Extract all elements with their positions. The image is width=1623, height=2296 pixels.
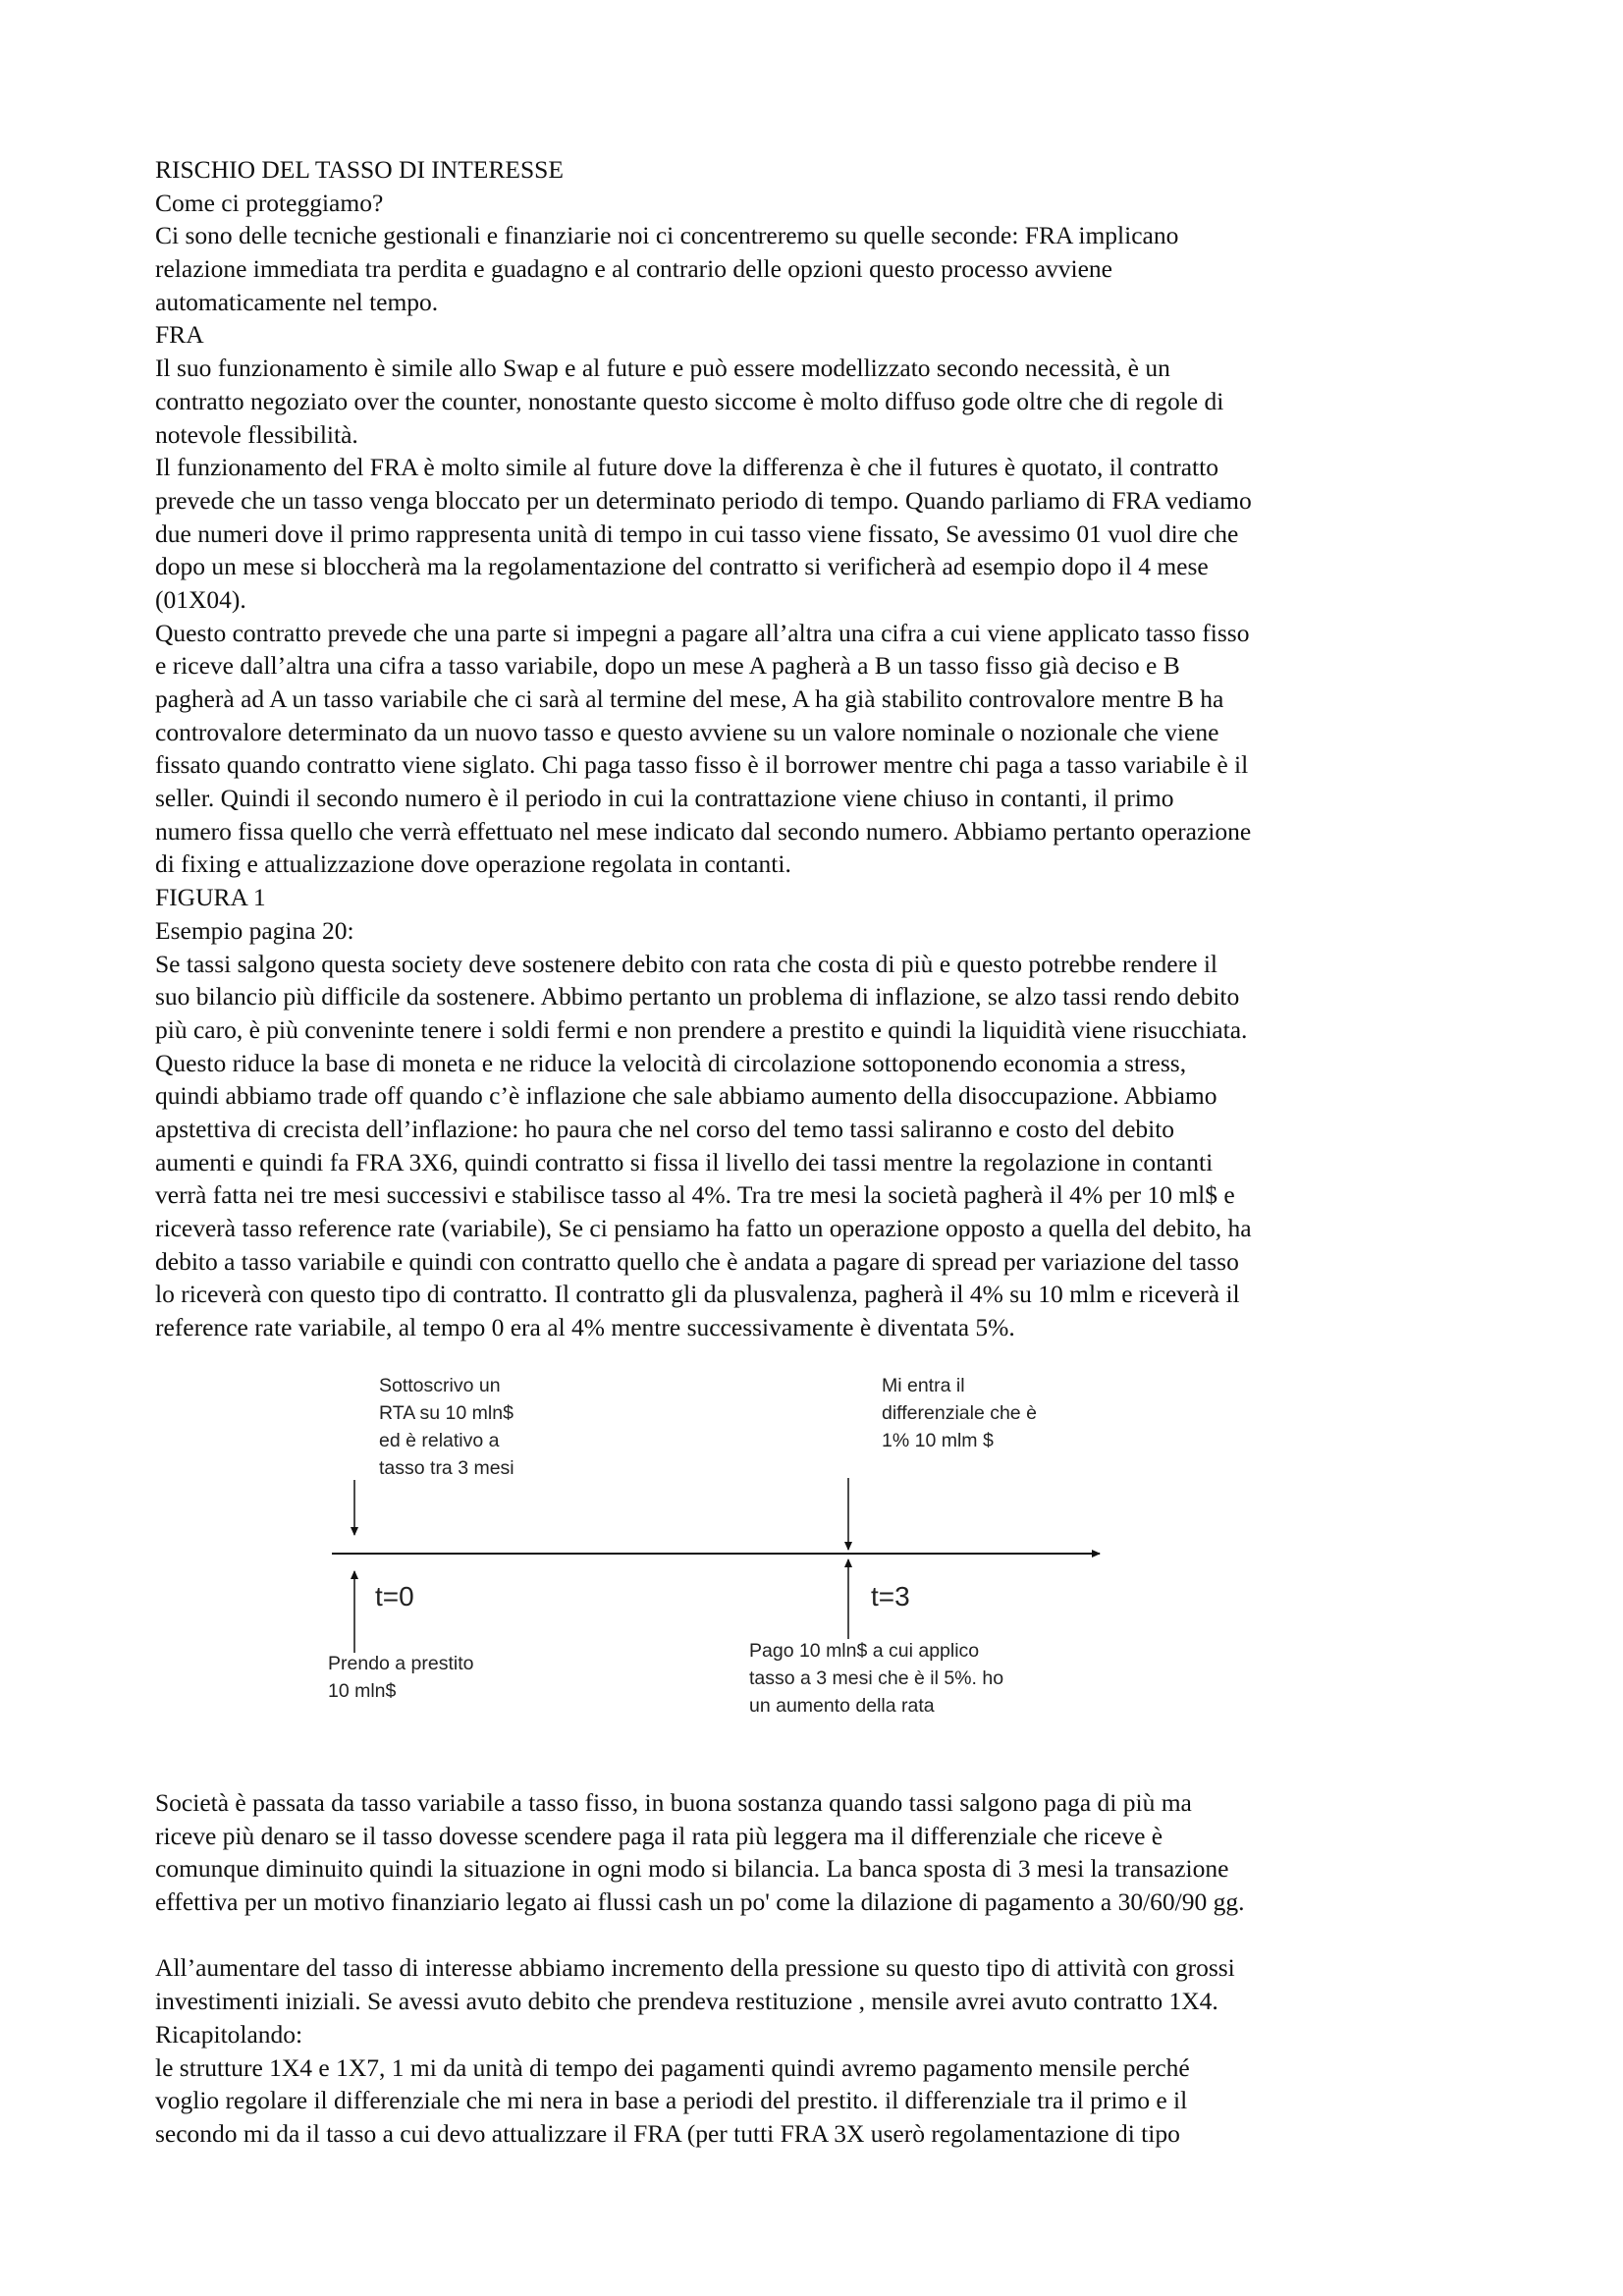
text-line: verrà fatta nei tre mesi successivi e stabilisce tasso al 4%. Tra tre mesi la società pagherà il 4% per 10 ml$ e [155,1180,1235,1210]
note-line: Mi entra il [882,1375,965,1396]
text-line: Società è passata da tasso variabile a tasso fisso, in buona sostanza quando tassi salgono paga di più ma [155,1788,1192,1817]
label-t0: t=0 [375,1581,414,1612]
note-line: Pago 10 mln$ a cui applico [749,1640,980,1662]
text-line: Questo riduce la base di moneta e ne riduce la velocità di circolazione sottoponendo economia a stress, [155,1048,1187,1077]
text-line: voglio regolare il differenziale che mi nera in base a periodi del prestito. il differenziale tra il primo e il [155,2086,1188,2115]
text-line: contratto negoziato over the counter, nonostante questo siccome è molto diffuso gode oltre che di regole di [155,386,1224,415]
note-top-left [379,1372,514,1482]
note-line: differenziale che è [882,1402,1037,1424]
text-line: riceve più denaro se il tasso dovesse scendere paga il rata più leggera ma il differenziale che riceve è [155,1821,1163,1850]
note-line: un aumento della rata [749,1695,935,1717]
text-line: RISCHIO DEL TASSO DI INTERESSE [155,155,564,184]
text-line: Come ci proteggiamo? [155,188,384,217]
document-text-bottom [155,1786,1245,2151]
text-line [155,1919,1245,1952]
text-line: aumenti e quindi fa FRA 3X6, quindi contratto si fissa il livello dei tassi mentre la regolazione in contanti [155,1147,1214,1176]
text-line: e riceve dall’altra una cifra a tasso variabile, dopo un mese A pagherà a B un tasso fisso già deciso e B [155,651,1180,681]
text-line: fissato quando contratto viene siglato. Chi paga tasso fisso è il borrower mentre chi paga a tasso variabile è il [155,750,1249,780]
note-line: 1% 10 mlm $ [882,1430,994,1451]
text-line: FIGURA 1 [155,883,266,912]
text-line: Ci sono delle tecniche gestionali e finanziarie noi ci concentreremo su quelle seconde: FRA implicano [155,221,1179,250]
note-line: 10 mln$ [328,1680,397,1702]
note-line: Sottoscrivo un [379,1375,501,1396]
text-line: controvalore determinato da un nuovo tasso e questo avviene su un valore nominale o nozionale che viene [155,717,1219,746]
text-line: prevede che un tasso venga bloccato per un determinato periodo di tempo. Quando parliamo di FRA vediamo [155,485,1252,515]
text-line: Questo contratto prevede che una parte si impegni a pagare all’altra una cifra a cui viene applicato tasso fisso [155,618,1250,647]
text-line: quindi abbiamo trade off quando c’è inflazione che sale abbiamo aumento della disoccupazione. Abbiamo [155,1081,1217,1111]
text-line: effettiva per un motivo finanziario legato ai flussi cash un po' come la dilazione di pagamento a 30/60/90 gg. [155,1887,1245,1917]
note-bottom-left [328,1650,474,1705]
text-line: All’aumentare del tasso di interesse abbiamo incremento della pressione su questo tipo di attività con grossi [155,1953,1235,1983]
note-line: Prendo a prestito [328,1653,474,1674]
text-line: dopo un mese si bloccherà ma la regolamentazione del contratto si verificherà ad esempio dopo il 4 mese [155,552,1209,581]
text-line: suo bilancio più difficile da sostenere. Abbimo pertanto un problema di inflazione, se alzo tassi rendo debito [155,982,1240,1011]
text-line: Il funzionamento del FRA è molto simile al future dove la differenza è che il futures è quotato, il contratto [155,453,1218,482]
text-line: due numeri dove il primo rappresenta unità di tempo in cui tasso viene fissato, Se avessimo 01 vuol dire che [155,519,1239,548]
note-bottom-right [749,1637,1003,1720]
text-line: Il suo funzionamento è simile allo Swap e al future e può essere modellizzato secondo necessità, è un [155,354,1170,383]
text-line: di fixing e attualizzazione dove operazione regolata in contanti. [155,849,791,879]
text-line: più caro, è più conveninte tenere i soldi fermi e non prendere a prestito e quindi la liquidità viene risucchiata. [155,1014,1248,1044]
text-line: lo riceverà con questo tipo di contratto. Il contratto gli da plusvalenza, pagherà il 4% su 10 mlm e riceverà il [155,1280,1240,1309]
text-line: Se tassi salgono questa society deve sostenere debito con rata che costa di più e questo potrebbe rendere il [155,949,1217,978]
text-line: comunque diminuito quindi la situazione in ogni modo si bilancia. La banca sposta di 3 mesi la transazione [155,1854,1229,1884]
text-line: Ricapitolando: [155,2019,303,2049]
text-line: secondo mi da il tasso a cui devo attualizzare il FRA (per tutti FRA 3X userò regolamentazione di tipo [155,2118,1180,2148]
text-line: automaticamente nel tempo. [155,287,439,316]
text-line: (01X04). [155,584,246,614]
text-line: apstettiva di crecista dell’inflazione: ho paura che nel corso del temo tassi saliranno e costo del debito [155,1114,1175,1143]
text-line: relazione immediata tra perdita e guadagno e al contrario delle opzioni questo processo avviene [155,254,1112,284]
text-line: numero fissa quello che verrà effettuato nel mese indicato dal secondo numero. Abbiamo pertanto operazione [155,816,1252,846]
text-line: le strutture 1X4 e 1X7, 1 mi da unità di tempo dei pagamenti quindi avremo pagamento mensile perché [155,2052,1190,2082]
text-line: investimenti iniziali. Se avessi avuto debito che prendeva restituzione , mensile avrei avuto contratto 1X4. [155,1987,1218,2016]
note-line: tasso tra 3 mesi [379,1457,514,1479]
note-line: tasso a 3 mesi che è il 5%. ho [749,1667,1004,1689]
text-line: pagherà ad A un tasso variabile che ci sarà al termine del mese, A ha già stabilito controvalore mentre B ha [155,684,1224,713]
text-line: Esempio pagina 20: [155,915,354,945]
text-line: seller. Quindi il secondo numero è il periodo in cui la contrattazione viene chiuso in contanti, il primo [155,784,1174,813]
text-line: notevole flessibilità. [155,419,358,449]
note-line: RTA su 10 mln$ [379,1402,514,1424]
text-line: riceverà tasso reference rate (variabile), Se ci pensiamo ha fatto un operazione opposto a quella del debito, ha [155,1214,1252,1242]
note-line: ed è relativo a [379,1430,500,1451]
label-t3: t=3 [871,1581,910,1612]
text-line: debito a tasso variabile e quindi con contratto quello che è andata a pagare di spread per variazione del tasso [155,1246,1239,1276]
text-line: FRA [155,320,204,350]
text-line: reference rate variabile, al tempo 0 era al 4% mentre successivamente è diventata 5%. [155,1313,1015,1342]
note-top-right [882,1372,1037,1454]
